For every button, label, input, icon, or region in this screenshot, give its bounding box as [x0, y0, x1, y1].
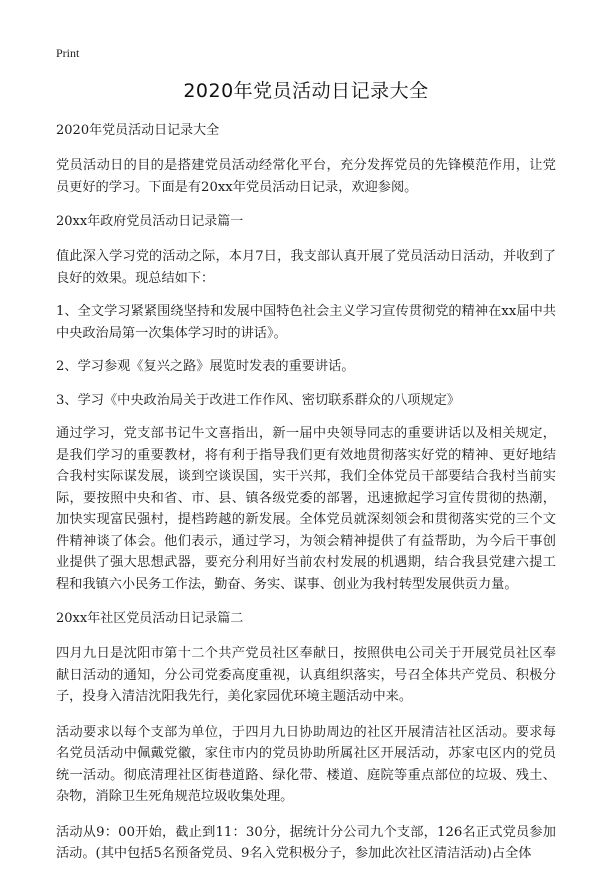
section-two-paragraph-1: 四月九日是沈阳市第十二个共产党员社区奉献日，按照供电公司关于开展党员社区奉献日活动的通知，分公司党委高度重视，认真组织落实，号召全体共产党员、积极分子，投身入清洁沈阳我先行，美化家园优环境主题活动中来。: [56, 646, 556, 704]
list-item-3: 3、学习《中央政治局关于改进工作作风、密切联系群众的八项规定》: [56, 392, 461, 408]
intro-paragraph: 党员活动日的目的是搭建党员活动经常化平台，充分发挥党员的先锋模范作用，让党员更好的学习。下面是有20xx年党员活动日记录，欢迎参阅。: [56, 158, 556, 195]
list-item-1: 1、全文学习紧紧围绕坚持和发展中国特色社会主义学习宣传贯彻党的精神在xx届中共中央政治局第一次集体学习时的讲话》。: [56, 304, 556, 341]
section-one-paragraph: 值此深入学习党的活动之际，本月7日，我支部认真开展了党员活动日活动，并收到了良好的效果。现总结如下：: [56, 249, 556, 286]
print-link[interactable]: Print: [56, 46, 80, 60]
intro-subheading: 2020年党员活动日记录大全: [56, 123, 220, 138]
document-title: 2020年党员活动日记录大全: [183, 80, 429, 102]
section-two-heading: 20xx年社区党员活动日记录篇二: [56, 611, 244, 626]
list-item-2: 2、学习参观《复兴之路》展览时发表的重要讲话。: [56, 359, 355, 374]
section-one-summary: 通过学习，党支部书记牛文喜指出，新一届中央领导同志的重要讲话以及相关规定，是我们学习的重要教材，将有利于指导我们更有效地贯彻落实好党的精神、更好地结合我村实际谋发展，谈到空谈误国，实干兴邦，我们全体党员干部要结合我村当前实际，要按照中央和省、市、县、镇各级党委的部署，迅速掀起学习宣传贯彻的热潮，加快实现富民强村，提档跨越的新发展。全体党员就深刻领会和贯彻落实党的三个文件精神谈了体会。他们表示，通过学习，为领会精神提供了有益帮助，为今后干事创业提供了强大思想武器，要充分利用好当前农村发展的机遇期，结合我县党建六提工程和我镇六小民务工作法，勤奋、务实、谋事、创业为我村转型发展供贡力量。: [56, 426, 556, 592]
section-one-heading: 20xx年政府党员活动日记录篇一: [56, 214, 244, 229]
document-body: [56, 76, 556, 879]
section-two-paragraph-3: 活动从9：00开始，截止到11：30分，据统计分公司九个支部，126名正式党员参加活动。(其中包括5名预备党员、9名入党积极分子，参加此次社区清洁活动)占全体: [56, 824, 556, 861]
section-two-paragraph-2: 活动要求以每个支部为单位，于四月九日协助周边的社区开展清洁社区活动。要求每名党员活动中佩戴党徽，家住市内的党员协助所属社区开展活动，苏家屯区内的党员统一活动。彻底清理社区街巷道路、绿化带、楼道、庭院等重点部位的垃圾、残土、杂物，消除卫生死角规范垃圾收集处理。: [56, 724, 556, 804]
